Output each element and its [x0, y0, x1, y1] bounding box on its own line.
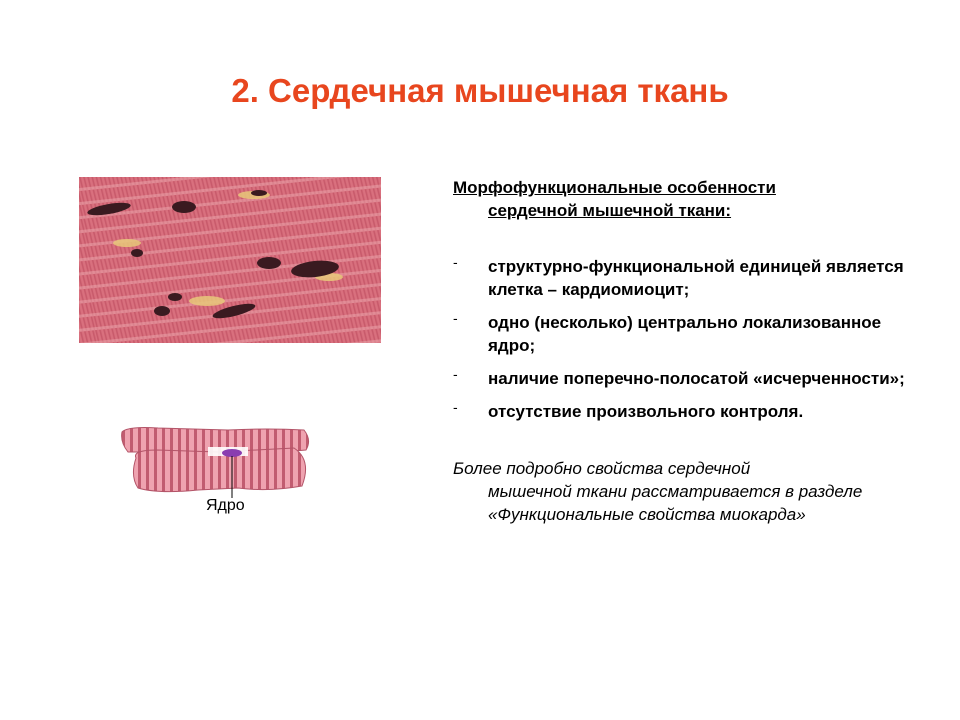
list-item-text: отсутствие произвольного контроля.: [488, 402, 804, 421]
bullet-marker: -: [453, 254, 458, 270]
text-block: [453, 176, 923, 526]
list-item: [453, 367, 923, 390]
cardiac-tissue-micrograph: [79, 177, 381, 343]
list-item-text: одно (несколько) центрально локализованное ядро;: [488, 313, 882, 355]
cardiomyocyte-drawing: [118, 420, 314, 500]
bullet-marker: -: [453, 399, 458, 415]
reference-note: [453, 457, 923, 526]
note-rest: мышечной ткани рассматривается в разделе «Функциональные свойства миокарда»: [488, 482, 863, 524]
features-list: [453, 255, 923, 423]
list-item: [453, 311, 923, 357]
slide-title: 2. Сердечная мышечная ткань: [231, 72, 729, 109]
note-line-1: Более подробно свойства сердечной: [453, 459, 751, 478]
list-item-text: наличие поперечно-полосатой «исчерченности»;: [488, 369, 905, 388]
list-item: [453, 400, 923, 423]
list-item-text: структурно-функциональной единицей является клетка – кардиомиоцит;: [488, 257, 904, 299]
bullet-marker: -: [453, 310, 458, 326]
bullet-marker: -: [453, 366, 458, 382]
heading-line-2: сердечной мышечной ткани:: [488, 201, 732, 220]
nucleus-label: Ядро: [206, 497, 245, 514]
section-heading: [453, 176, 923, 222]
list-item: [453, 255, 923, 301]
heading-line-1: Морфофункциональные особенности: [453, 178, 776, 197]
